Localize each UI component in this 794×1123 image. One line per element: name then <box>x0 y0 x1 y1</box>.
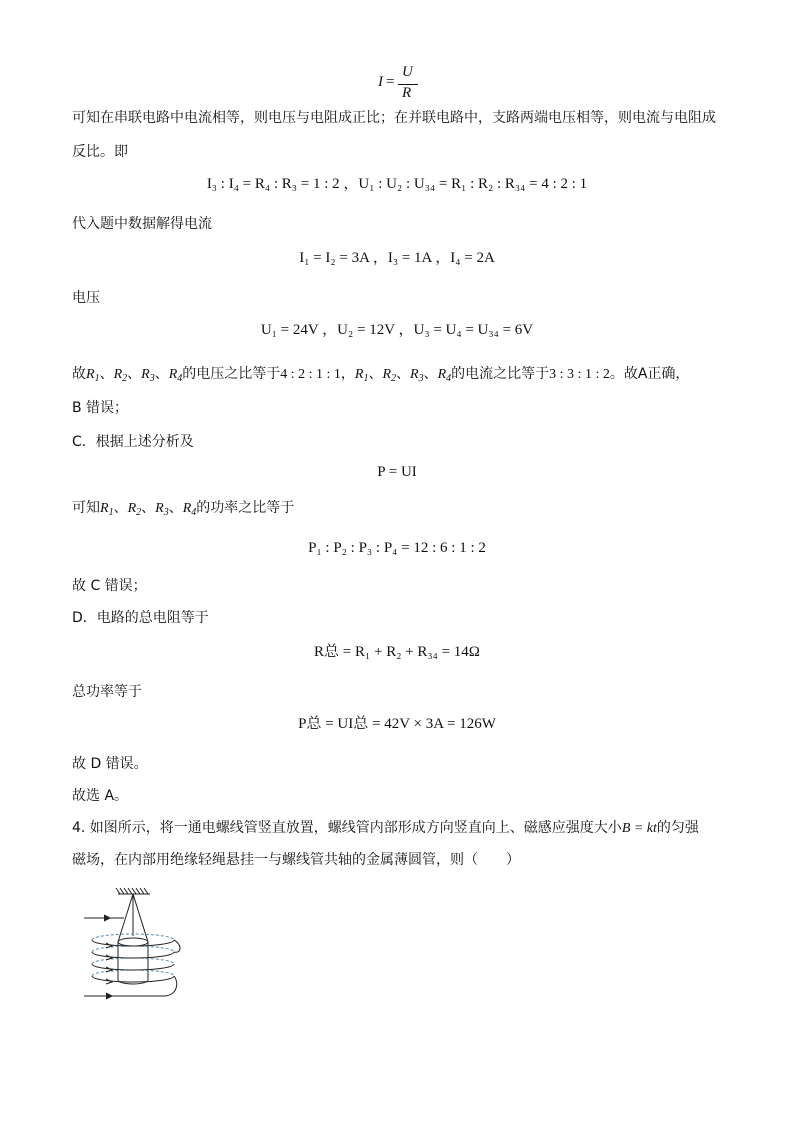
sep: 、 <box>141 500 156 516</box>
paragraph-7: C．根据上述分析及 <box>72 434 194 450</box>
ratio-current: 3 : 3 : 1 : 2 <box>549 367 610 382</box>
ohm-law-formula <box>372 64 422 104</box>
sep: 、 <box>168 500 183 516</box>
paragraph-5 <box>72 364 689 385</box>
formula-denominator: R <box>402 85 412 101</box>
paragraph-10: D．电路的总电阻等于 <box>72 610 209 626</box>
symbol-r2: $R_2$ <box>382 367 397 384</box>
ratio-voltage: 4 : 2 : 1 : 1 <box>280 367 341 382</box>
symbol-r4: $R_4$ <box>182 501 197 518</box>
symbol-r2: $R_2$ <box>127 501 142 518</box>
text-conclusion-a: 。故A正确， <box>609 366 690 382</box>
question-4-line-1 <box>72 818 699 839</box>
paragraph-12: 故 D 错误。 <box>72 756 148 772</box>
sep: 、 <box>127 366 142 382</box>
equation-power-formula: P = UI <box>377 464 417 480</box>
symbol-r3: $R_3$ <box>141 367 155 384</box>
sep: 、 <box>368 366 383 382</box>
paragraph-11: 总功率等于 <box>72 684 142 700</box>
symbol-r1: $R_1$ <box>100 501 114 518</box>
formula-lhs: I <box>378 74 383 90</box>
question-4-text-end: 的匀强 <box>656 820 699 836</box>
sep: 、 <box>113 500 128 516</box>
paragraph-13: 故选 A。 <box>72 788 129 804</box>
symbol-r3: $R_3$ <box>410 367 424 384</box>
question-4-text: 4. 如图所示，将一通电螺线管竖直放置，螺线管内部形成方向竖直向上、磁感应强度大小 <box>72 820 622 836</box>
symbol-r2: $R_2$ <box>113 367 128 384</box>
equation-currents: I₁ = I₂ = 3A ，I₃ = 1A ，I₄ = 2A <box>299 250 495 266</box>
formula-numerator: U <box>402 64 413 80</box>
paragraph-3: 代入题中数据解得电流 <box>72 216 212 232</box>
text-current-ratio: 的电流之比等于 <box>451 366 550 382</box>
paragraph-4: 电压 <box>72 290 100 306</box>
text-power-ratio: 的功率之比等于 <box>196 500 295 516</box>
equation-voltages: U₁ = 24V ，U₂ = 12V ，U₃ = U₄ = U₃₄ = 6V <box>260 322 534 338</box>
sep: 、 <box>99 366 114 382</box>
symbol-r1: $R_1$ <box>354 367 369 384</box>
paragraph-8 <box>72 498 294 519</box>
text-gu: 故 <box>72 366 86 382</box>
text-voltage-ratio: 的电压之比等于 <box>182 366 281 382</box>
question-4-line-2: 磁场，在内部用绝缘轻绳悬挂一与螺线管共轴的金属薄圆管，则（ ） <box>72 852 520 868</box>
symbol-r4: $R_4$ <box>168 367 183 384</box>
equation-ratios: I₃ : I₄ = R₄ : R₃ = 1 : 2 ，U₁ : U₂ : U₃₄ = R₁ : R₂ : R₃₄ = 4 : 2 : 1 <box>206 176 588 192</box>
paragraph-6: B 错误； <box>72 400 129 416</box>
sep-comma: ， <box>340 366 355 382</box>
symbol-r1: $R_1$ <box>86 367 100 384</box>
symbol-r3: $R_3$ <box>155 501 169 518</box>
text-kezhi: 可知 <box>72 500 100 516</box>
field-expression: B = kt <box>621 821 657 836</box>
sep: 、 <box>396 366 411 382</box>
paragraph-2: 反比。即 <box>72 144 128 160</box>
equation-power-ratio: P₁ : P₂ : P₃ : P₄ = 12 : 6 : 1 : 2 <box>308 540 486 556</box>
paragraph-1: 可知在串联电路中电流相等，则电压与电阻成正比；在并联电路中，支路两端电压相等，则电流与电阻成 <box>72 110 716 126</box>
sep: 、 <box>423 366 438 382</box>
formula-equals: = <box>386 74 395 90</box>
solenoid-figure <box>84 884 194 1010</box>
symbol-r4: $R_4$ <box>437 367 452 384</box>
equation-total-power: P总 = UI总 = 42V × 3A = 126W <box>298 716 496 732</box>
sep: 、 <box>154 366 169 382</box>
equation-total-resistance: R总 = R₁ + R₂ + R₃₄ = 14Ω <box>314 644 480 660</box>
paragraph-9: 故 C 错误； <box>72 578 147 594</box>
